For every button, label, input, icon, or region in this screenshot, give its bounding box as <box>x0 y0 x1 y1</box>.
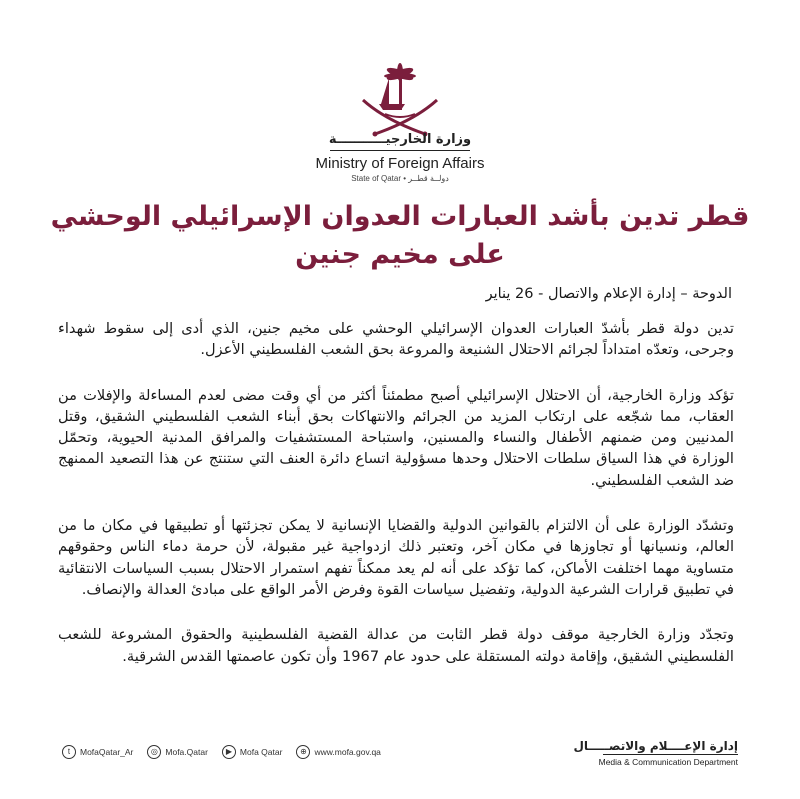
ministry-name-ar: وزارة الخارجيـــــــــــة <box>328 132 472 147</box>
headline-line-1: قطر تدين بأشد العبارات العدوان الإسرائيلي الوحشي <box>50 201 750 232</box>
social-label: www.mofa.gov.qa <box>314 747 381 757</box>
paragraph: وتجدّد وزارة الخارجية موقف دولة قطر الثابت من عدالة القضية الفلسطينية والحقوق المشروعة للشعب الفلسطيني الشقيق، وإقامة دولته المستقلة على حدود عام 1967 وأن تكون عاصمتها القدس الشرقية. <box>58 626 734 665</box>
social-link-instagram[interactable] <box>147 745 208 759</box>
social-label: Mofa.Qatar <box>165 747 208 757</box>
social-link-youtube[interactable] <box>222 745 283 759</box>
department-name-ar: إدارة الإعــــلام والاتصـــــال <box>573 739 738 753</box>
paragraph: تدين دولة قطر بأشدّ العبارات العدوان الإسرائيلي الوحشي على مخيم جنين، الذي أدى إلى سقوط شهداء وجرحى، وتعدّه امتداداً لجرائم الاحتلال الشنيعة والمروعة بحق الشعب الفلسطيني الأعزل. <box>58 320 734 359</box>
social-label: MofaQatar_Ar <box>80 747 134 757</box>
dateline: الدوحة – إدارة الإعلام والاتصال - 26 يناير <box>485 286 732 302</box>
twitter-icon: t <box>62 745 76 759</box>
qatar-emblem-icon <box>355 60 445 140</box>
web-icon: ⊕ <box>296 745 310 759</box>
paragraph: تؤكد وزارة الخارجية، أن الاحتلال الإسرائيلي أصبح مطمئناً أكثر من أي وقت مضى لعدم المساءلة والإفلات من العقاب، مما شجّعه على ارتكاب المزيد من الجرائم والانتهاكات بحق أبناء الشعب الفلسطيني الشقيق، وقتل المدنيين ومن ضمنهم الأطفال والنساء والمسنين، واستباحة المستشفيات والمرافق المدنية الحيوية، وتحمّل الوزارة في هذا السياق سلطات الاحتلال وحدها مسؤولية اتساع دائرة العنف التي ستنتج عن هذا التصعيد الممنهج ضد الشعب الفلسطيني. <box>58 386 734 489</box>
social-links <box>62 745 381 759</box>
department-divider <box>603 754 738 755</box>
social-link-twitter[interactable] <box>62 745 133 759</box>
header-divider <box>330 150 470 151</box>
paragraph: وتشدّد الوزارة على أن الالتزام بالقوانين الدولية والقضايا الإنسانية لا يمكن تجزئتها أو تطبيقها في مكان ما من العالم، ونسيانها أو تجاوزها في مكان آخر، وتعتبر ذلك ازدواجية غير مقبولة، لأن حرمة دماء الناس وحقوقهم متساوية مهما اختلفت الأماكن، كما تؤكد على أنه لم يعد ممكناً تفهم استمرار الاحتلال بسبب السياسات الانتقائية في تطبيق قرارات الشرعية الدولية، وتفضيل سياسات القوة وفرض الأمر الواقع على مبادئ العدالة والإنصاف. <box>58 517 734 598</box>
social-label: Mofa Qatar <box>239 747 283 757</box>
headline <box>40 198 760 274</box>
state-label: State of Qatar • دولــة قطــر <box>351 174 449 183</box>
statement-body <box>58 318 734 691</box>
instagram-icon: ◎ <box>147 745 161 759</box>
department-name-en: Media & Communication Department <box>598 757 738 767</box>
ministry-name-en: Ministry of Foreign Affairs <box>315 155 485 172</box>
youtube-icon: ▶ <box>222 745 236 759</box>
department-signature <box>573 739 738 767</box>
social-link-website[interactable] <box>296 745 380 759</box>
footer <box>62 739 738 771</box>
headline-line-2: على مخيم جنين <box>295 239 505 270</box>
